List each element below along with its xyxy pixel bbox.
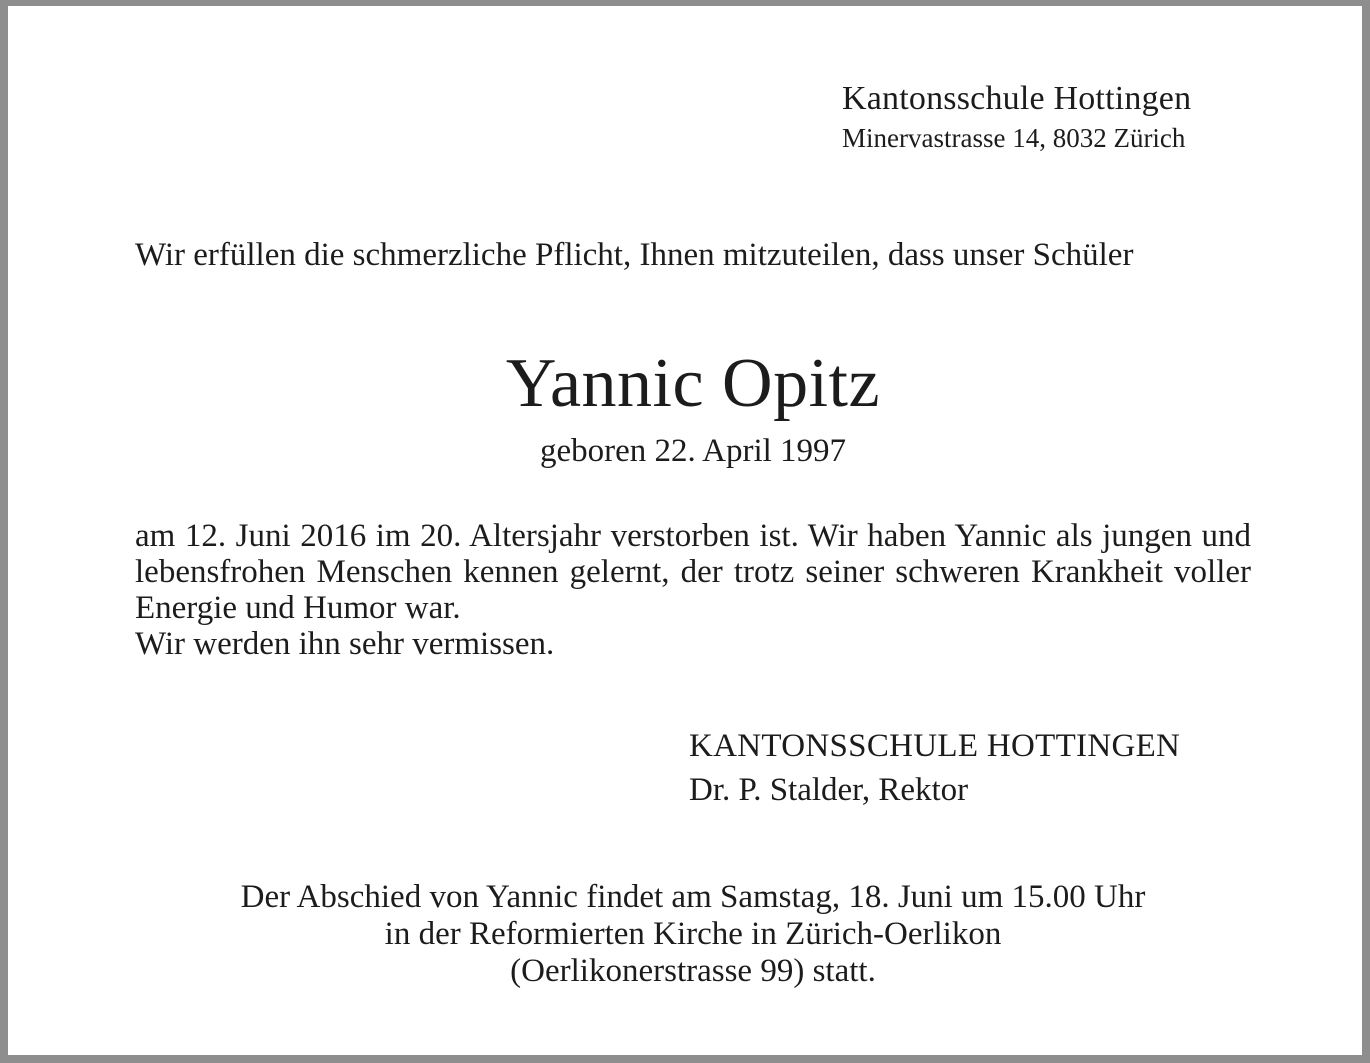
signature-person: Dr. P. Stalder, Rektor <box>689 772 969 808</box>
sender-address: Minervastrasse 14, 8032 Zürich <box>842 123 1186 153</box>
closing-sentence: Wir werden ihn sehr vermissen. <box>135 626 555 662</box>
farewell-line-3: (Oerlikonerstrasse 99) statt. <box>510 953 876 989</box>
deceased-name: Yannic Opitz <box>505 345 881 422</box>
intro-text: Wir erfüllen die schmerzliche Pflicht, Ihnen mitzuteilen, dass unser Schüler <box>135 237 1134 273</box>
farewell-line-1: Der Abschied von Yannic findet am Samstag, 18. Juni um 15.00 Uhr <box>240 879 1146 915</box>
signature-block <box>689 724 1269 812</box>
body-text <box>135 518 1251 662</box>
farewell-line-2: in der Reformierten Kirche in Zürich-Oerlikon <box>384 916 1002 952</box>
body-paragraph: am 12. Juni 2016 im 20. Altersjahr verstorben ist. Wir haben Yannic als jungen und lebensfrohen Menschen kennen gelernt, der trotz seiner schweren Krankheit voller Energie und Humor war. <box>135 518 1251 626</box>
sender-block <box>842 79 1262 157</box>
birth-date: geboren 22. April 1997 <box>539 433 847 469</box>
farewell-notice <box>8 879 1370 990</box>
signature-organization: KANTONSSCHULE HOTTINGEN <box>689 728 1181 764</box>
sender-name: Kantonsschule Hottingen <box>842 80 1192 117</box>
